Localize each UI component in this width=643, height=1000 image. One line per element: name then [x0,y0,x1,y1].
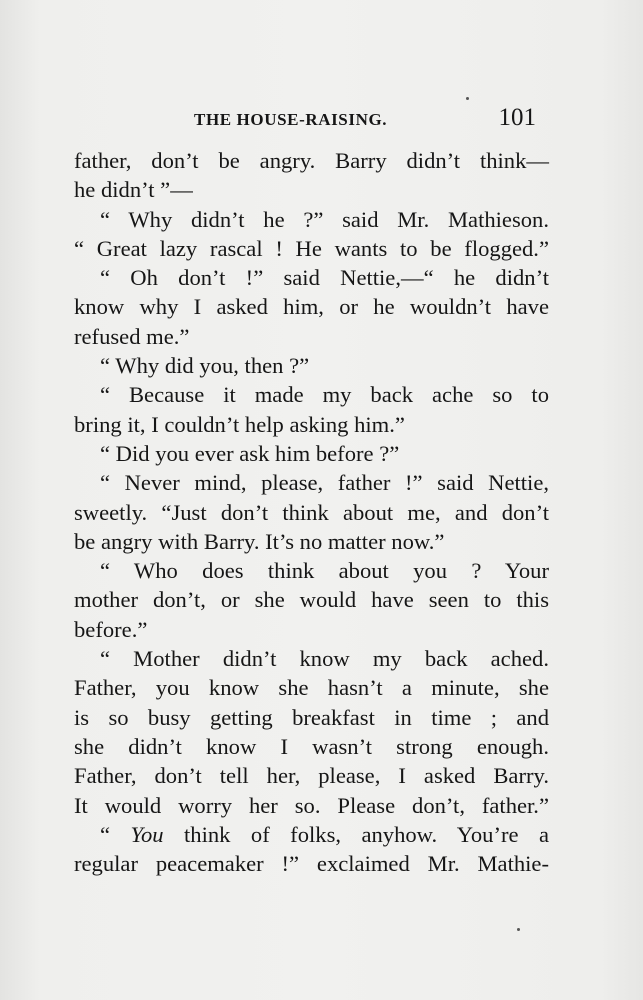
text-line-rest: think of folks, anyhow. You’re a [163,821,549,847]
text-line: before.” [74,616,148,642]
text-line: be angry with Barry. It’s no matter now.” [74,528,445,554]
text-line: “ Never mind, please, father !” said Nettie, [100,470,549,496]
text-line: “ Oh don’t !” said Nettie,—“ he didn’t [100,265,549,291]
text-line: regular peacemaker !” exclaimed Mr. Mathie- [74,851,549,877]
body-text [74,146,549,878]
text-line: “ Mother didn’t know my back ached. [100,646,549,672]
running-title: THE HOUSE-RAISING. [194,110,388,129]
text-line: “ Because it made my back ache so to [100,382,549,408]
text-line: “ Did you ever ask him before ?” [100,440,400,466]
text-line: know why I asked him, or he wouldn’t have [74,294,549,320]
text-line: Father, don’t tell her, please, I asked Barry. [74,763,549,789]
text-line: bring it, I couldn’t help asking him.” [74,411,405,437]
text-line: It would worry her so. Please don’t, father.” [74,792,549,818]
text-line: he didn’t ”— [74,177,193,203]
text-line: Father, you know she hasn’t a minute, she [74,675,549,701]
text-line [74,820,549,849]
text-line: father, don’t be angry. Barry didn’t think— [74,148,549,173]
print-speck [517,928,520,931]
text-line: mother don’t, or she would have seen to this [74,587,549,613]
page-header [190,104,550,134]
text-line: she didn’t know I wasn’t strong enough. [74,733,549,759]
text-line: is so busy getting breakfast in time ; and [74,704,549,730]
emphasized-word: You [130,821,164,847]
text-line: “ Why didn’t he ?” said Mr. Mathieson. [100,206,549,232]
text-line: “ Great lazy rascal ! He wants to be flogged.” [74,235,549,261]
text-line-prefix: “ [100,821,131,847]
text-line: sweetly. “Just don’t think about me, and don’t [74,499,549,525]
print-speck [466,97,469,100]
text-line: “ Who does think about you ? Your [100,558,549,584]
page-number: 101 [498,104,536,131]
text-line: refused me.” [74,323,190,349]
text-line: “ Why did you, then ?” [100,353,310,379]
